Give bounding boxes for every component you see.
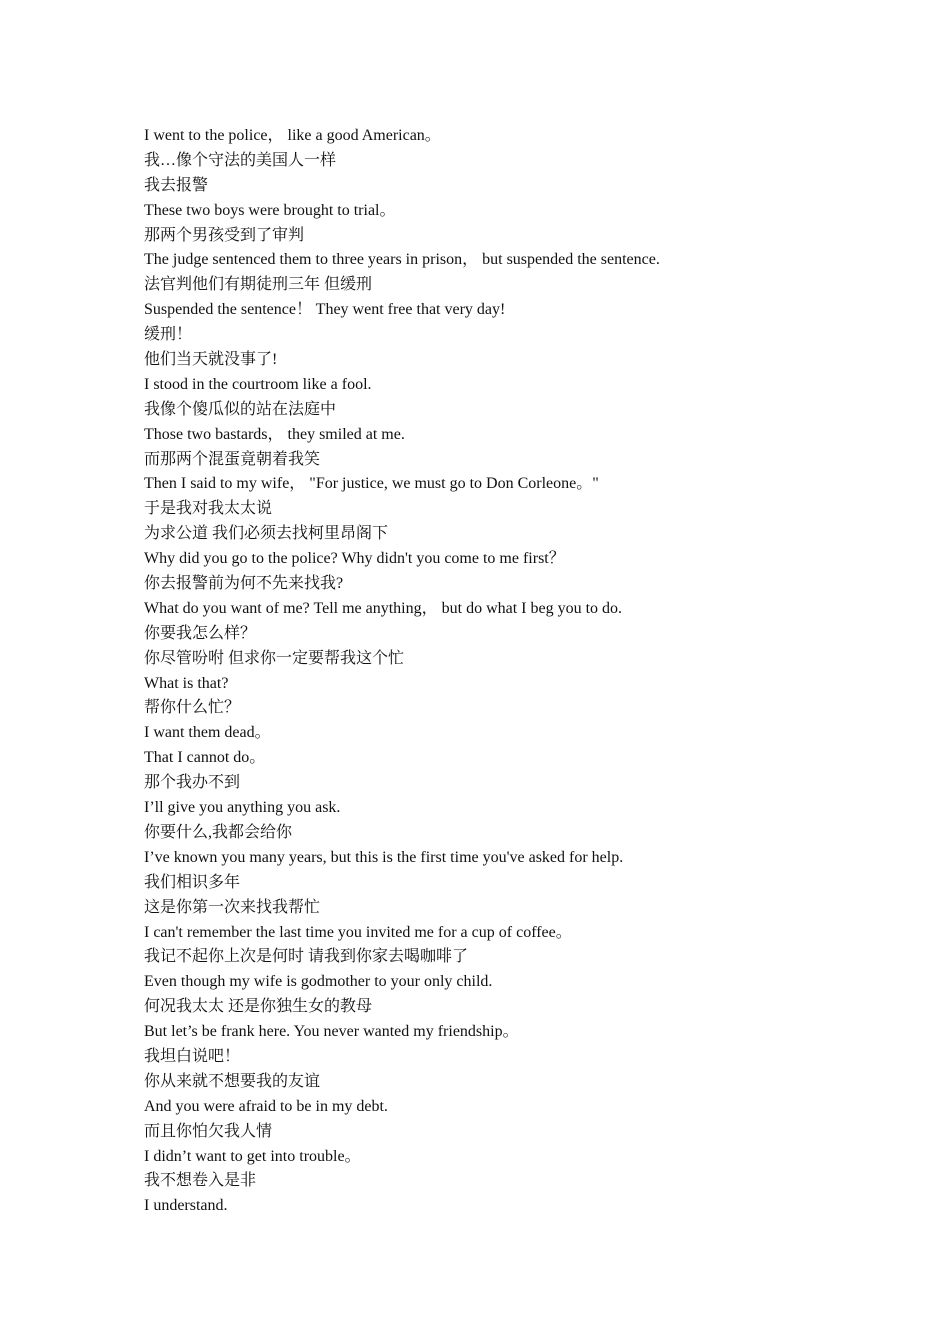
text-line: I understand. bbox=[144, 1197, 228, 1215]
text-line: And you were afraid to be in my debt. bbox=[144, 1097, 388, 1115]
text-line: 你尽管吩咐 但求你一定要帮我这个忙 bbox=[144, 649, 405, 667]
text-line: Why did you go to the police? Why didn't you come to me first？ bbox=[144, 550, 565, 568]
text-line: 我坦白说吧！ bbox=[144, 1047, 241, 1065]
text-line: I can't remember the last time you invited me for a cup of coffee。 bbox=[144, 923, 572, 941]
text-line: 那两个男孩受到了审判 bbox=[144, 226, 305, 244]
text-line: Suspended the sentence！ They went free that very day! bbox=[144, 301, 506, 319]
text-line: 我去报警 bbox=[144, 176, 209, 194]
text-line: These two boys were brought to trial。 bbox=[144, 201, 396, 219]
text-line: I stood in the courtroom like a fool. bbox=[144, 375, 372, 393]
text-line: I’ve known you many years, but this is the first time you've asked for help. bbox=[144, 848, 624, 866]
text-line: 我…像个守法的美国人一样 bbox=[144, 151, 337, 169]
text-line: 而那两个混蛋竟朝着我笑 bbox=[144, 450, 321, 468]
text-line: Those two bastards， they smiled at me. bbox=[144, 425, 405, 443]
text-line: 你去报警前为何不先来找我? bbox=[144, 575, 344, 593]
text-line: 而且你怕欠我人情 bbox=[144, 1122, 273, 1140]
text-line: 为求公道 我们必须去找柯里昂阁下 bbox=[144, 525, 389, 543]
text-line: 缓刑！ bbox=[144, 326, 193, 344]
text-line: 于是我对我太太说 bbox=[144, 500, 273, 518]
text-line: 我不想卷入是非 bbox=[144, 1172, 257, 1190]
text-line: 帮你什么忙？ bbox=[144, 699, 241, 717]
text-line: The judge sentenced them to three years in prison， but suspended the sentence. bbox=[144, 251, 660, 269]
text-line: I went to the police， like a good American。 bbox=[144, 127, 441, 144]
text-line: I’ll give you anything you ask. bbox=[144, 799, 341, 817]
dialogue-text bbox=[144, 124, 844, 1219]
text-line: Even though my wife is godmother to your only child. bbox=[144, 973, 493, 991]
text-line: 你要什么,我都会给你 bbox=[144, 823, 293, 841]
text-line: 我记不起你上次是何时 请我到你家去喝咖啡了 bbox=[144, 948, 469, 966]
text-line: 他们当天就没事了! bbox=[144, 351, 278, 369]
text-line: 你从来就不想要我的友谊 bbox=[144, 1072, 321, 1090]
text-line: What is that? bbox=[144, 674, 229, 692]
text-line: But let’s be frank here. You never wanted my friendship。 bbox=[144, 1023, 519, 1041]
text-line: 这是你第一次来找我帮忙 bbox=[144, 898, 321, 916]
text-line: 我像个傻瓜似的站在法庭中 bbox=[144, 400, 337, 418]
text-line: Then I said to my wife， "For justice, we must go to Don Corleone。" bbox=[144, 475, 599, 493]
text-line: What do you want of me? Tell me anything， but do what I beg you to do. bbox=[144, 599, 623, 617]
text-line: 法官判他们有期徒刑三年 但缓刑 bbox=[144, 276, 373, 294]
text-line: 你要我怎么样？ bbox=[144, 624, 257, 642]
text-line: That I cannot do。 bbox=[144, 749, 266, 767]
text-line: 何况我太太 还是你独生女的教母 bbox=[144, 998, 373, 1016]
text-line: 那个我办不到 bbox=[144, 774, 241, 792]
text-line: 我们相识多年 bbox=[144, 873, 241, 891]
text-line: I want them dead。 bbox=[144, 724, 271, 742]
text-line: I didn’t want to get into trouble。 bbox=[144, 1147, 361, 1165]
